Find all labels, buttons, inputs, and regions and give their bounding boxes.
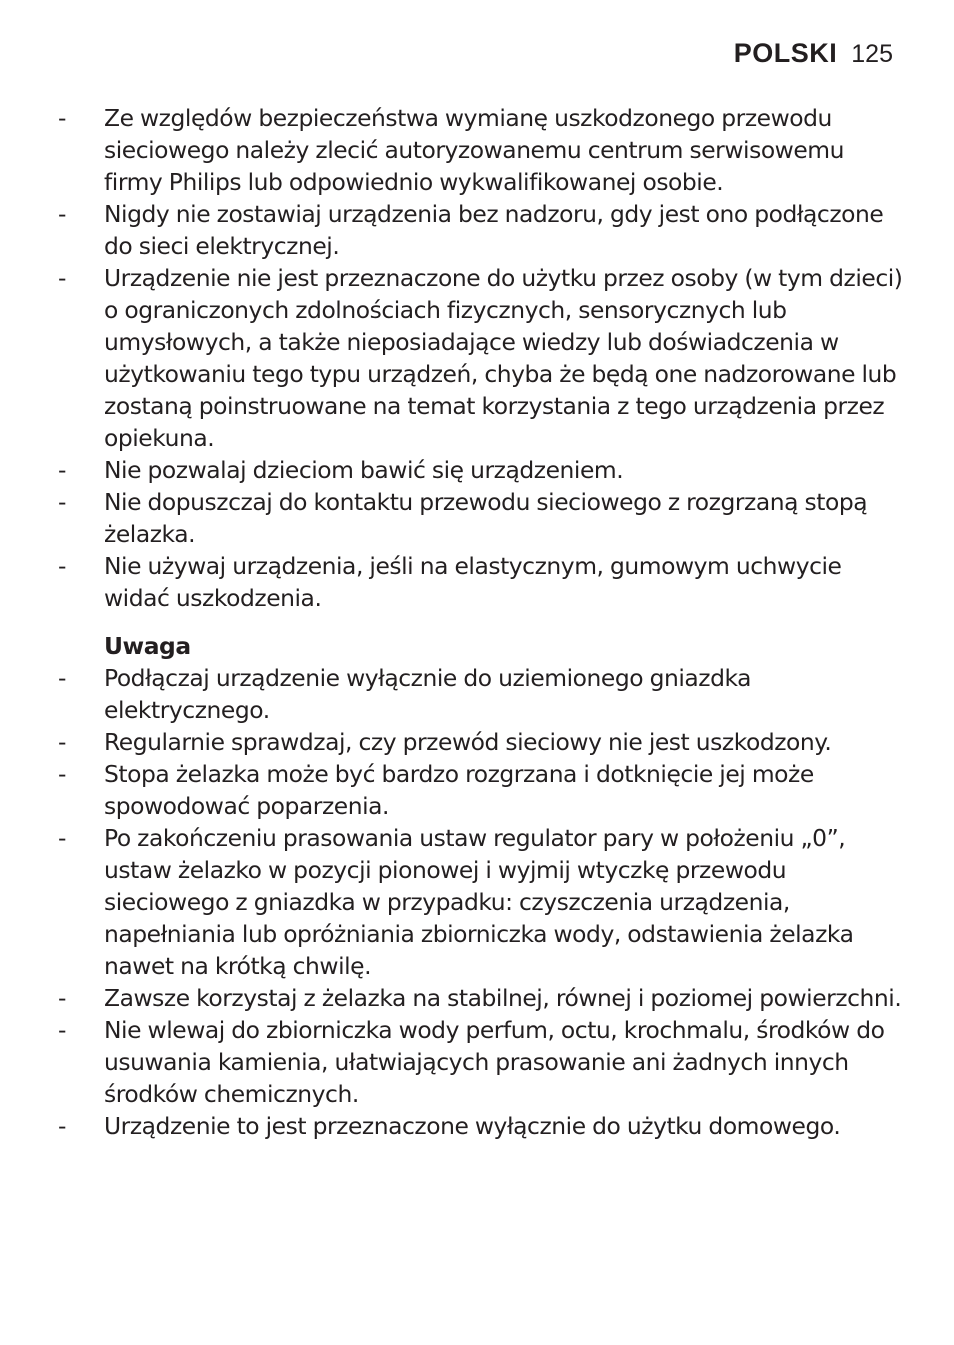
section-title-caution: Uwaga	[104, 632, 191, 660]
bullet-dash: -	[58, 664, 66, 692]
bullet-dash: -	[58, 200, 66, 228]
list-item	[58, 982, 904, 1014]
list-item-text: Stopa żelazka może być bardzo rozgrzana i dotknięcie jej może spowodować poparzenia.	[104, 760, 814, 820]
list-item-text: Urządzenie nie jest przeznaczone do użytku przez osoby (w tym dzieci) o ograniczonych zdolnościach fizycznych, sensorycznych lub umysłowych, a także nieposiadające wiedzy lub doświadczenia w użytkowaniu tego typu urządzeń, chyba że będą one nadzorowane lub zostaną poinstruowane na temat korzystania z tego urządzenia przez opiekuna.	[104, 264, 903, 452]
document-body	[58, 102, 904, 1142]
list-item	[58, 662, 904, 726]
bullet-dash: -	[58, 456, 66, 484]
list-item	[58, 1014, 904, 1110]
list-item-text: Urządzenie to jest przeznaczone wyłącznie do użytku domowego.	[104, 1112, 841, 1140]
list-item-text: Nie wlewaj do zbiorniczka wody perfum, octu, krochmalu, środków do usuwania kamienia, ułatwiających prasowanie ani żadnych innych środków chemicznych.	[104, 1016, 885, 1108]
list-item-text: Regularnie sprawdzaj, czy przewód sieciowy nie jest uszkodzony.	[104, 728, 832, 756]
list-item-text: Po zakończeniu prasowania ustaw regulator pary w położeniu „0”, ustaw żelazko w pozycji pionowej i wyjmij wtyczkę przewodu sieciowego z gniazdka w przypadku: czyszczenia urządzenia, napełniania lub opróżniania zbiorniczka wody, odstawienia żelazka nawet na krótką chwilę.	[104, 824, 854, 980]
language-label: POLSKI	[733, 38, 838, 68]
bullet-dash: -	[58, 824, 66, 852]
list-item-text: Nie używaj urządzenia, jeśli na elastycznym, gumowym uchwycie widać uszkodzenia.	[104, 552, 842, 612]
list-item	[58, 726, 904, 758]
list-item	[58, 1110, 904, 1142]
bullet-dash: -	[58, 552, 66, 580]
bullet-dash: -	[58, 760, 66, 788]
list-item	[58, 822, 904, 982]
list-item-text: Podłączaj urządzenie wyłącznie do uziemionego gniazdka elektrycznego.	[104, 664, 752, 724]
caution-list	[58, 662, 904, 1142]
list-item	[58, 102, 904, 198]
list-item-text: Nigdy nie zostawiaj urządzenia bez nadzoru, gdy jest ono podłączone do sieci elektrycznej.	[104, 200, 884, 260]
bullet-dash: -	[58, 728, 66, 756]
list-item-text: Ze względów bezpieczeństwa wymianę uszkodzonego przewodu sieciowego należy zlecić autoryzowanemu centrum serwisowemu firmy Philips lub odpowiednio wykwalifikowanej osobie.	[104, 104, 845, 196]
bullet-dash: -	[58, 1016, 66, 1044]
list-item	[58, 550, 904, 614]
page-header	[734, 38, 893, 69]
safety-list	[58, 102, 904, 614]
bullet-dash: -	[58, 1112, 66, 1140]
list-item-text: Zawsze korzystaj z żelazka na stabilnej, równej i poziomej powierzchni.	[104, 984, 902, 1012]
bullet-dash: -	[58, 488, 66, 516]
list-item	[58, 758, 904, 822]
list-item	[58, 262, 904, 454]
bullet-dash: -	[58, 104, 66, 132]
list-item-text: Nie pozwalaj dzieciom bawić się urządzeniem.	[104, 456, 624, 484]
list-item	[58, 486, 904, 550]
list-item-text: Nie dopuszczaj do kontaktu przewodu sieciowego z rozgrzaną stopą żelazka.	[104, 488, 868, 548]
list-item	[58, 454, 904, 486]
bullet-dash: -	[58, 264, 66, 292]
list-item	[58, 198, 904, 262]
page-number: 125	[851, 40, 893, 68]
bullet-dash: -	[58, 984, 66, 1012]
